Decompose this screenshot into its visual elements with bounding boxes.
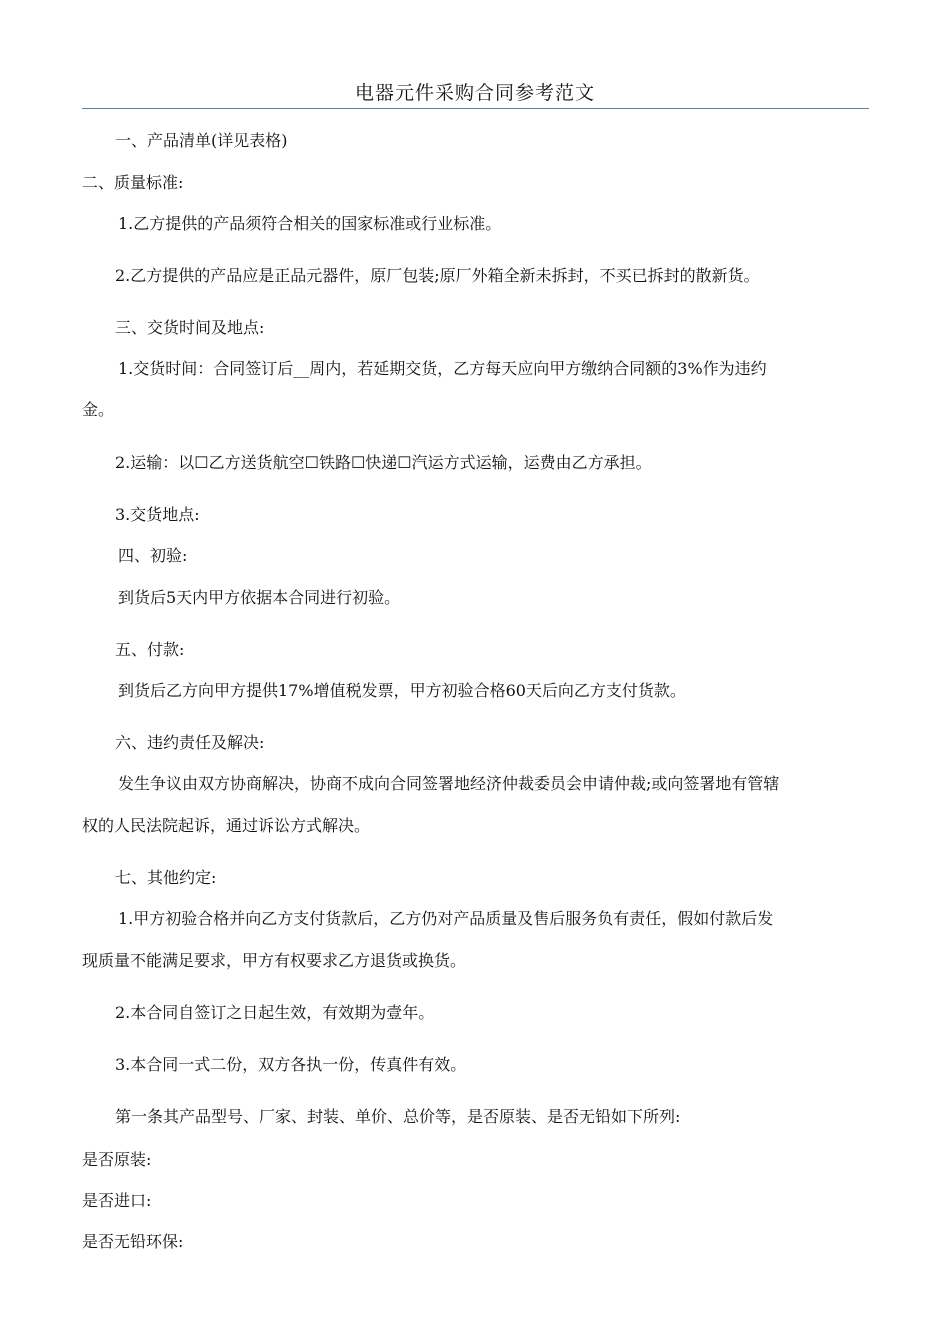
- section-heading-4: 四、初验:: [118, 546, 188, 565]
- section-heading-6: 六、违约责任及解决:: [115, 733, 265, 752]
- section-heading-7: 七、其他约定:: [115, 868, 217, 887]
- paragraph-line: 3.交货地点:: [115, 505, 200, 524]
- title-divider: [82, 108, 869, 109]
- paragraph-line: 权的人民法院起诉，通过诉讼方式解决。: [82, 816, 371, 835]
- section-heading-5: 五、付款:: [115, 640, 185, 659]
- paragraph-line: 发生争议由双方协商解决，协商不成向合同签署地经济仲裁委员会申请仲裁;或向签署地有管辖: [118, 774, 780, 793]
- field-label: 是否进口:: [82, 1191, 152, 1210]
- section-heading-3: 三、交货时间及地点:: [115, 318, 265, 337]
- paragraph-line: 到货后5天内甲方依据本合同进行初验。: [118, 588, 401, 607]
- paragraph-line: 1.甲方初验合格并向乙方支付货款后，乙方仍对产品质量及售后服务负有责任，假如付款后发: [118, 909, 774, 928]
- section-heading-1: 一、产品清单(详见表格): [115, 131, 288, 150]
- paragraph-line: 1.乙方提供的产品须符合相关的国家标准或行业标准。: [118, 214, 502, 233]
- paragraph-line: 2.运输：以☐乙方送货航空☐铁路☐快递☐汽运方式运输，运费由乙方承担。: [115, 453, 652, 472]
- paragraph-line: 第一条其产品型号、厂家、封装、单价、总价等，是否原装、是否无铅如下所列:: [115, 1107, 681, 1126]
- paragraph-line: 2.乙方提供的产品应是正品元器件，原厂包装;原厂外箱全新未拆封，不买已拆封的散新货。: [115, 266, 760, 285]
- paragraph-line: 现质量不能满足要求，甲方有权要求乙方退货或换货。: [82, 951, 467, 970]
- page-title: 电器元件采购合同参考范文: [354, 82, 595, 104]
- paragraph-line: 1.交货时间：合同签订后__周内，若延期交货，乙方每天应向甲方缴纳合同额的3%作为违约: [118, 359, 767, 378]
- paragraph-line: 到货后乙方向甲方提供17%增值税发票，甲方初验合格60天后向乙方支付货款。: [118, 681, 686, 700]
- field-label: 是否原装:: [82, 1150, 152, 1169]
- paragraph-line: 2.本合同自签订之日起生效，有效期为壹年。: [115, 1003, 435, 1022]
- field-label: 是否无铅环保:: [82, 1232, 184, 1251]
- paragraph-line: 3.本合同一式二份，双方各执一份，传真件有效。: [115, 1055, 467, 1074]
- section-heading-2: 二、质量标准:: [82, 173, 184, 192]
- paragraph-line: 金。: [82, 400, 115, 419]
